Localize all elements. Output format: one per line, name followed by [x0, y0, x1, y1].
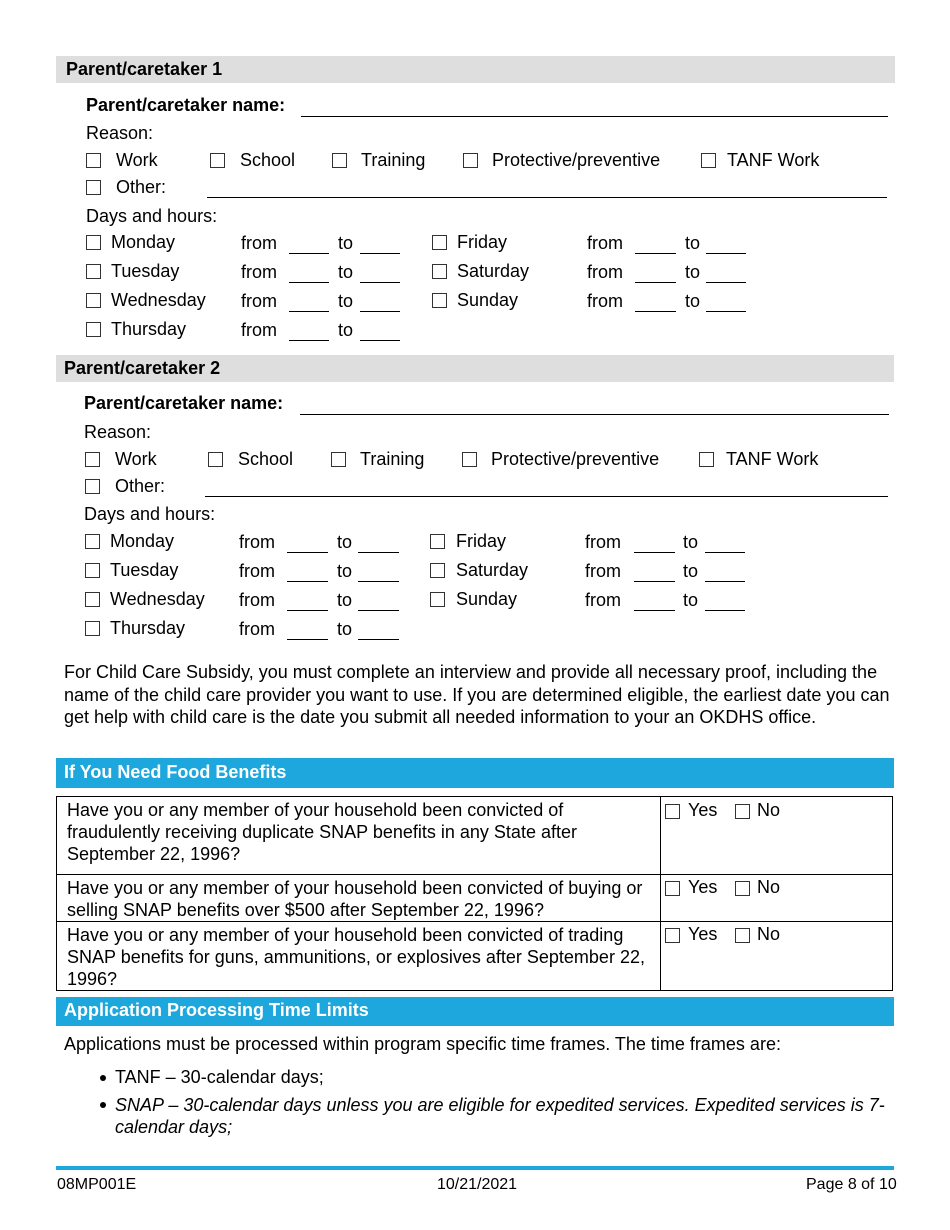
name-label: Parent/caretaker name: — [86, 95, 286, 115]
table-row — [57, 797, 893, 875]
reason-training-label: Training — [360, 449, 425, 469]
reason-protective-checkbox[interactable] — [462, 452, 477, 467]
to-label: to — [685, 262, 701, 282]
day-friday-checkbox[interactable] — [430, 534, 445, 549]
reason-protective-checkbox[interactable] — [463, 153, 478, 168]
day-tuesday-checkbox[interactable] — [85, 563, 100, 578]
to-time-field[interactable] — [358, 581, 399, 582]
day-friday-label: Friday — [456, 531, 507, 551]
reason-other-checkbox[interactable] — [86, 180, 101, 195]
from-label: from — [587, 233, 623, 253]
to-label: to — [338, 262, 354, 282]
reason-other-checkbox[interactable] — [85, 479, 100, 494]
from-label: from — [585, 590, 621, 610]
page-number: Page 8 of 10 — [806, 1176, 897, 1193]
answer-cell — [661, 922, 893, 991]
to-time-field[interactable] — [358, 552, 399, 553]
reason-school-label: School — [238, 449, 294, 469]
to-time-field[interactable] — [706, 311, 746, 312]
to-label: to — [337, 619, 353, 639]
section-title: Parent/caretaker 2 — [64, 358, 221, 378]
day-monday-label: Monday — [110, 531, 175, 551]
from-label: from — [241, 320, 277, 340]
day-saturday-checkbox[interactable] — [430, 563, 445, 578]
from-label: from — [241, 233, 277, 253]
from-label: from — [239, 561, 275, 581]
section-title: If You Need Food Benefits — [64, 762, 287, 782]
to-time-field[interactable] — [705, 581, 745, 582]
reason-tanf-work-checkbox[interactable] — [699, 452, 714, 467]
to-label: to — [685, 291, 701, 311]
reason-label: Reason: — [86, 123, 154, 143]
table-row — [57, 875, 893, 922]
day-friday-checkbox[interactable] — [432, 235, 447, 250]
from-time-field[interactable] — [289, 253, 329, 254]
reason-tanf-work-label: TANF Work — [726, 449, 819, 469]
caretaker-name-field[interactable] — [300, 414, 889, 415]
reason-school-label: School — [240, 150, 296, 170]
reason-other-label: Other: — [116, 177, 167, 197]
reason-work-label: Work — [116, 150, 158, 170]
day-tuesday-label: Tuesday — [110, 560, 179, 580]
reason-tanf-work-label: TANF Work — [727, 150, 820, 170]
day-wednesday-label: Wednesday — [111, 290, 206, 310]
from-time-field[interactable] — [634, 581, 675, 582]
from-label: from — [585, 532, 621, 552]
to-label: to — [338, 233, 354, 253]
reason-work-checkbox[interactable] — [85, 452, 100, 467]
to-time-field[interactable] — [360, 340, 400, 341]
day-thursday-label: Thursday — [111, 319, 187, 339]
bullet-icon — [100, 1075, 106, 1081]
reason-school-checkbox[interactable] — [208, 452, 223, 467]
from-label: from — [587, 262, 623, 282]
reason-other-field[interactable] — [207, 197, 887, 198]
reason-protective-label: Protective/preventive — [491, 449, 660, 469]
reason-school-checkbox[interactable] — [210, 153, 225, 168]
question-text: Have you or any member of your household been convicted of buying or selling SNAP benefits over $500 after September 22, 1996? — [57, 875, 661, 922]
to-time-field[interactable] — [360, 311, 400, 312]
no-checkbox[interactable] — [735, 928, 750, 943]
day-sunday-label: Sunday — [457, 290, 519, 310]
day-thursday-label: Thursday — [110, 618, 186, 638]
from-label: from — [239, 619, 275, 639]
reason-work-label: Work — [115, 449, 157, 469]
days-hours-label: Days and hours: — [84, 504, 216, 524]
reason-protective-label: Protective/preventive — [492, 150, 661, 170]
day-thursday-checkbox[interactable] — [85, 621, 100, 636]
day-thursday-checkbox[interactable] — [86, 322, 101, 337]
list-item: SNAP – 30-calendar days unless you are eligible for expedited services. Expedited services is 7-calendar days; — [115, 1095, 885, 1137]
to-time-field[interactable] — [706, 282, 746, 283]
from-time-field[interactable] — [634, 610, 675, 611]
day-saturday-label: Saturday — [457, 261, 530, 281]
day-sunday-checkbox[interactable] — [430, 592, 445, 607]
answer-cell — [661, 797, 893, 875]
section-title: Application Processing Time Limits — [64, 1000, 369, 1020]
reason-other-label: Other: — [115, 476, 166, 496]
to-time-field[interactable] — [358, 610, 399, 611]
from-time-field[interactable] — [287, 639, 328, 640]
from-time-field[interactable] — [635, 282, 676, 283]
to-label: to — [338, 291, 354, 311]
day-friday-label: Friday — [457, 232, 508, 252]
section-header-caretaker-2 — [56, 355, 894, 382]
day-wednesday-checkbox[interactable] — [85, 592, 100, 607]
day-monday-checkbox[interactable] — [86, 235, 101, 250]
from-time-field[interactable] — [287, 610, 328, 611]
from-label: from — [239, 590, 275, 610]
days-hours-label: Days and hours: — [86, 206, 218, 226]
day-sunday-label: Sunday — [456, 589, 518, 609]
section-header-food-benefits — [56, 758, 894, 788]
question-text: Have you or any member of your household been convicted of trading SNAP benefits for guns, ammunitions, or explosives after September 22, 1996? — [57, 922, 661, 991]
to-time-field[interactable] — [360, 282, 400, 283]
food-questions-table — [56, 796, 893, 991]
to-time-field[interactable] — [706, 253, 746, 254]
from-time-field[interactable] — [287, 552, 328, 553]
table-row — [57, 922, 893, 991]
reason-training-label: Training — [361, 150, 426, 170]
form-id: 08MP001E — [57, 1176, 137, 1193]
section-header-processing — [56, 997, 894, 1026]
reason-label: Reason: — [84, 422, 152, 442]
section-header-caretaker-1 — [56, 56, 895, 83]
day-saturday-label: Saturday — [456, 560, 529, 580]
from-label: from — [241, 291, 277, 311]
day-saturday-checkbox[interactable] — [432, 264, 447, 279]
bullet-icon — [100, 1102, 106, 1108]
no-checkbox[interactable] — [735, 804, 750, 819]
day-monday-label: Monday — [111, 232, 176, 252]
from-time-field[interactable] — [287, 581, 328, 582]
from-time-field[interactable] — [635, 253, 676, 254]
to-time-field[interactable] — [358, 639, 399, 640]
yes-checkbox[interactable] — [665, 928, 680, 943]
day-monday-checkbox[interactable] — [85, 534, 100, 549]
to-label: to — [685, 233, 701, 253]
yes-checkbox[interactable] — [665, 881, 680, 896]
to-label: to — [683, 590, 699, 610]
question-text: Have you or any member of your household been convicted of fraudulently receiving duplicate SNAP benefits in any State after September 22, 1996? — [57, 797, 661, 875]
from-time-field[interactable] — [634, 552, 675, 553]
yes-checkbox[interactable] — [665, 804, 680, 819]
reason-work-checkbox[interactable] — [86, 153, 101, 168]
no-label: No — [757, 877, 781, 897]
yes-label: Yes — [688, 877, 718, 897]
no-label: No — [757, 800, 781, 820]
day-sunday-checkbox[interactable] — [432, 293, 447, 308]
reason-training-checkbox[interactable] — [332, 153, 347, 168]
to-time-field[interactable] — [360, 253, 400, 254]
no-checkbox[interactable] — [735, 881, 750, 896]
to-label: to — [683, 532, 699, 552]
to-label: to — [337, 590, 353, 610]
from-time-field[interactable] — [289, 282, 329, 283]
day-wednesday-label: Wednesday — [110, 589, 205, 609]
subsidy-paragraph: For Child Care Subsidy, you must complete an interview and provide all necessary proof, including the name of the child care provider you want to use. If you are determined eligible, the earliest date you can get help with child care is the date you submit all needed information to your an OKDHS office. — [64, 662, 890, 727]
section-title: Parent/caretaker 1 — [66, 59, 223, 79]
caretaker-name-field[interactable] — [301, 116, 888, 117]
yes-label: Yes — [688, 924, 718, 944]
from-label: from — [239, 532, 275, 552]
list-item: TANF – 30-calendar days; — [115, 1067, 324, 1087]
reason-other-field[interactable] — [205, 496, 888, 497]
to-label: to — [338, 320, 354, 340]
to-time-field[interactable] — [705, 610, 745, 611]
reason-training-checkbox[interactable] — [331, 452, 346, 467]
from-time-field[interactable] — [289, 340, 329, 341]
from-label: from — [585, 561, 621, 581]
to-time-field[interactable] — [705, 552, 745, 553]
from-time-field[interactable] — [289, 311, 329, 312]
no-label: No — [757, 924, 781, 944]
reason-tanf-work-checkbox[interactable] — [701, 153, 716, 168]
footer-rule — [56, 1166, 894, 1170]
name-label: Parent/caretaker name: — [84, 393, 284, 413]
day-wednesday-checkbox[interactable] — [86, 293, 101, 308]
from-time-field[interactable] — [635, 311, 676, 312]
day-tuesday-checkbox[interactable] — [86, 264, 101, 279]
day-tuesday-label: Tuesday — [111, 261, 180, 281]
from-label: from — [241, 262, 277, 282]
to-label: to — [683, 561, 699, 581]
form-date: 10/21/2021 — [437, 1176, 518, 1193]
processing-intro: Applications must be processed within program specific time frames. The time frames are: — [64, 1034, 781, 1054]
from-label: from — [587, 291, 623, 311]
answer-cell — [661, 875, 893, 922]
yes-label: Yes — [688, 800, 718, 820]
to-label: to — [337, 532, 353, 552]
to-label: to — [337, 561, 353, 581]
